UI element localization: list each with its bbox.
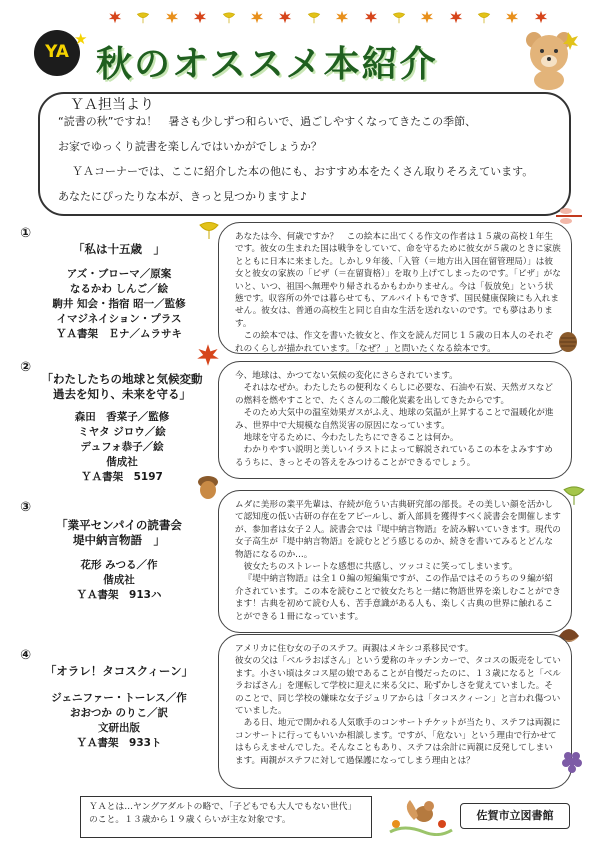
- book-shelf: ＹＡ書架 913ハ: [76, 589, 162, 601]
- leaf-decoration-icon: [198, 218, 220, 240]
- book-credit: ジェニファー・トーレス／作: [51, 692, 187, 704]
- book-number: ②: [20, 360, 32, 375]
- maple-leaf-icon: [420, 10, 434, 24]
- maple-leaf-icon: [196, 343, 220, 367]
- ginkgo-leaf-icon: [222, 10, 236, 24]
- maple-leaf-icon: [108, 10, 122, 24]
- book-credit: イマジネイション・プラス: [56, 313, 182, 325]
- pinecone-icon: [556, 330, 580, 352]
- ya-badge-text: YA: [45, 42, 69, 62]
- book-credit: 駒井 知会・指宿 昭一／監修: [52, 298, 186, 310]
- book-shelf: ＹＡ書架 5197: [81, 471, 163, 483]
- book-credit: 文研出版: [98, 722, 140, 734]
- description-paragraph: 彼女たちのストレートな感想に共感し、ツッコミに笑ってしまいます。: [243, 562, 518, 573]
- grapes-icon: [560, 748, 586, 778]
- book-credit: 花形 みつる／作: [80, 559, 158, 571]
- book-description: [218, 361, 572, 479]
- description-paragraph: ある日、地元で開かれる人気歌手のコンサートチケットが当たり、ステフは両親にコンサートに行ってもいいか相談します。ですが、「危ない」という理由で行かせてはもらえませんでした。そんなこともあり、ステフは余計に両親に反発してしまいます。両親がステフに対して過保護になってしまう理由とは？: [235, 718, 561, 766]
- intro-heading: ＹＡ担当より: [70, 97, 154, 113]
- star-icon: ★: [74, 30, 88, 48]
- acorn-icon: [196, 474, 220, 500]
- book-credit: 偕成社: [103, 574, 135, 586]
- maple-leaf-icon: [278, 10, 292, 24]
- description-paragraph: 『堤中納言物語』は全１０編の短編集ですが、この作品ではそのうちの９編が紹介されています。この本を読むことで彼女たちと一緒に物語世界を楽しむことができます！古典を初めて読む人も、苦手意識がある人も、楽しく古典の世界に触れることができる１冊になっています。: [235, 574, 561, 622]
- leaf-garland: [108, 4, 548, 30]
- description-paragraph: そのため大気中の温室効果ガスがふえ、地球の気温が上昇することで温暖化が進み、世界中で大規模な自然災害の原因になっています。: [235, 408, 554, 431]
- bear-mascot-icon: [522, 28, 580, 90]
- ginkgo-leaf-icon: [562, 482, 586, 506]
- book-number: ①: [20, 226, 32, 241]
- intro-line: あなたにぴったりな本が、きっと見つかりますよ♪: [58, 190, 308, 203]
- book-shelf: ＹＡ書架 933ト: [76, 737, 162, 749]
- maple-leaf-icon: [250, 10, 264, 24]
- book-number: ④: [20, 648, 32, 663]
- ginkgo-leaf-icon: [307, 10, 321, 24]
- intro-line: “読書の秋”ですね！ 暑さも少しずつ和らいで、過ごしやすくなってきたこの季節、: [58, 115, 477, 128]
- book-credit: 森田 香菜子／監修: [74, 411, 170, 423]
- book-title: 「オラレ！タコスクィーン」: [44, 664, 194, 678]
- description-paragraph: 彼女の父は「ベルラおばさん」という愛称のキッチンカーで、タコスの販売をしています。小さい頃はタコス屋の娘であることが自慢だったのに、１３歳になると「ベルラおばさん」を運転して学校に迎えに来る父に、恥ずかしさを覚えていました。そのことで、同じ学校の嫌味な女子ジュリアからは「タコスクィーン」と言われ傷ついていました。: [235, 656, 561, 717]
- book-shelf: ＹＡ書架 Ｅナ／ムラサキ: [56, 328, 182, 340]
- description-paragraph: わかりやすい説明と美しいイラストによって解説されているこの本をよみすすめるうちに、きっとその答えをみつけることができるでしょう。: [235, 445, 553, 468]
- book-title: 「業平センパイの読書会: [56, 518, 182, 532]
- maple-leaf-icon: [165, 10, 179, 24]
- book-number: ③: [20, 500, 32, 515]
- squirrel-illustration-icon: [384, 794, 454, 836]
- dragonfly-icon: [554, 206, 584, 226]
- description-paragraph: あなたは今、何歳ですか？ この絵本に出てくる作文の作者は１５歳の高校１年生です。彼女の生まれた国は戦争をしていて、命を守るために彼女が５歳のときに家族とともに日本に来ました。しかし９年後、「入管（＝地方出入国在留管理局）」は彼女と彼女の家族の「ビザ（＝在留資格）」を取り上げてしまったのです。「ビザ」がないと、いつ、祖国へ無理やり帰されるかもわかりません。今は「仮放免」という状態です。収容所の外では暮らせても、アルバイトもできず、国民健康保険にも入れません。彼女は、普通の高校生と同じ自由な生活を送れないのです。でも夢はあります。: [235, 232, 561, 329]
- book-credit: アズ・ブローマ／原案: [66, 268, 172, 280]
- ya-definition-note: ＹＡとは…ヤングアダルトの略で、「子どもでも大人でもない世代」のこと。１３歳から１９歳くらいが主な対象です。: [80, 796, 372, 838]
- ginkgo-leaf-icon: [477, 10, 491, 24]
- maple-leaf-icon: [505, 10, 519, 24]
- book-info: [24, 372, 220, 485]
- description-paragraph: それはなぜか。わたしたちの便利なくらしに必要な、石油や石炭、天然ガスなどの燃料を燃やすことで、たくさんの二酸化炭素を出してきたからです。: [235, 383, 553, 406]
- description-paragraph: 今、地球は、かつてない気候の変化にさらされています。: [235, 371, 458, 381]
- description-paragraph: ムダに美形の業平先輩は、存続が危うい古典研究部の部長。その美しい顔を活かして認知度の低い古研の存在をアピールし、新入部員を獲得すべく読書会を開催しますが、参加者は女子２人。読書会では『堤中納言物語』を読み解いていきます。現代の女子高生が『堤中納言物語』を読むとどう感じるのか、続きを書いてみるとどんな物語になるのか…。: [235, 500, 561, 560]
- book-description: [218, 634, 572, 789]
- book-description: [218, 490, 572, 633]
- description-paragraph: この絵本では、作文を書いた彼女と、作文を読んだ同じ１５歳の日本人のそれぞれのくらしが描かれています。「なぜ？」と問いたくなる絵本です。: [235, 331, 553, 354]
- library-name: 佐賀市立図書館: [460, 803, 570, 829]
- maple-leaf-icon: [364, 10, 378, 24]
- book-credit: なるかわ しんご／絵: [69, 283, 169, 295]
- book-subtitle: 堤中納言物語 」: [73, 533, 165, 547]
- book-description: [218, 222, 572, 354]
- book-title: 「私は十五歳 」: [73, 242, 165, 256]
- book-credit: ミヤタ ジロウ／絵: [78, 426, 166, 438]
- book-subtitle: 過去を知り、未来を守る」: [53, 387, 191, 401]
- book-title: 「わたしたちの地球と気候変動: [41, 372, 203, 386]
- book-info: [24, 664, 214, 751]
- maple-leaf-icon: [193, 10, 207, 24]
- book-credit: デュフォ恭子／絵: [80, 441, 164, 453]
- maple-leaf-icon: [449, 10, 463, 24]
- page-title: 秋のオススメ本紹介: [96, 44, 438, 85]
- book-credit: 偕成社: [106, 456, 138, 468]
- maple-leaf-icon: [534, 10, 548, 24]
- book-info: [24, 242, 214, 342]
- maple-leaf-icon: [335, 10, 349, 24]
- book-info: [24, 518, 214, 603]
- ginkgo-leaf-icon: [392, 10, 406, 24]
- ginkgo-leaf-icon: [136, 10, 150, 24]
- intro-line: ＹＡコーナーでは、ここに紹介した本の他にも、おすすめ本をたくさん取りそろえています。: [72, 165, 534, 178]
- intro-line: お家でゆっくり読書を楽しんではいかがでしょうか？: [58, 140, 322, 153]
- book-credit: おおつか のりこ／訳: [69, 707, 169, 719]
- description-paragraph: 地球を守るために、今わたしたちにできることは何か。: [243, 433, 459, 444]
- description-paragraph: アメリカに住む女の子のステフ。両親はメキシコ系移民です。: [235, 644, 474, 654]
